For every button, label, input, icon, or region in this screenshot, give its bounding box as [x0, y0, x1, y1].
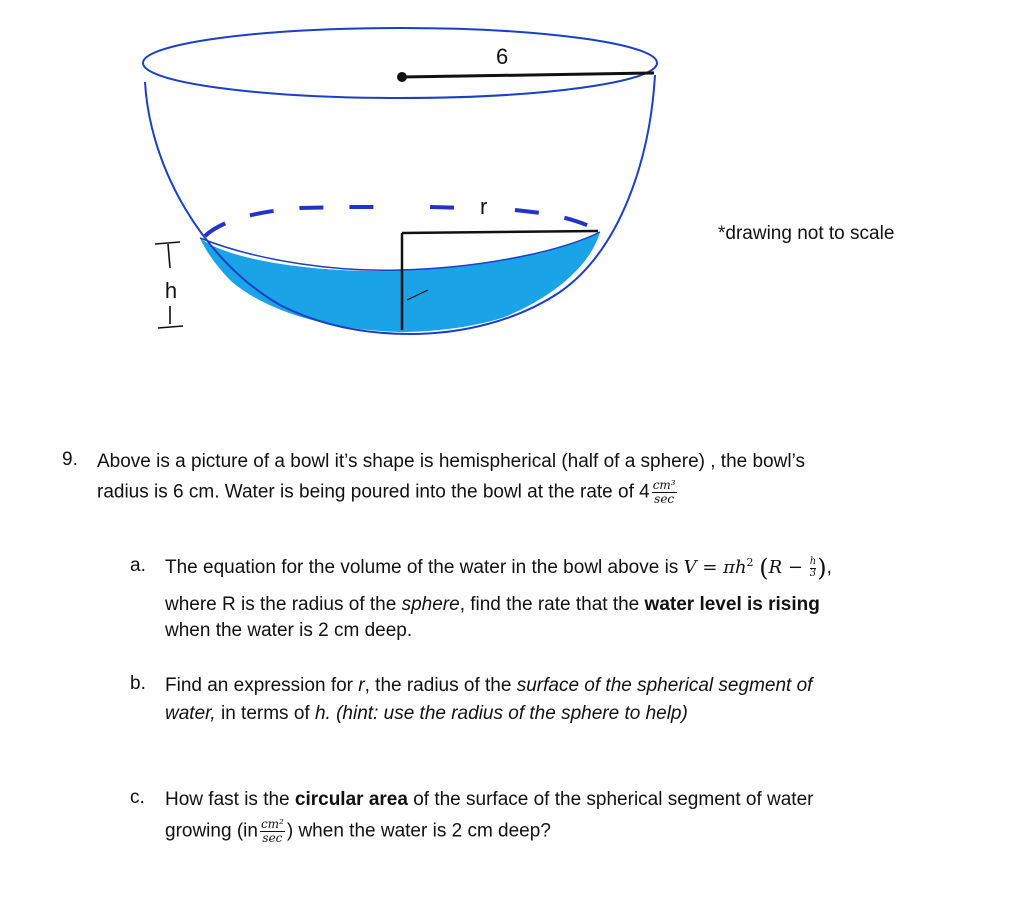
part-b-letter: b.	[130, 673, 146, 694]
part-b-italic-2: water,	[165, 703, 216, 724]
question-number: 9.	[62, 449, 78, 470]
part-b-hint: (hint: use the radius of the sphere to help)	[336, 703, 688, 724]
part-c-post: of the surface of the spherical segment of water	[413, 789, 814, 810]
part-a-sphere: sphere	[401, 594, 460, 615]
part-a-letter: a.	[130, 555, 146, 576]
part-b-mid-2: in terms of	[220, 703, 310, 724]
part-a-emphasis: water level is rising	[644, 594, 820, 615]
part-b-mid: , the radius of the	[364, 675, 512, 696]
r-label: r	[480, 194, 488, 219]
unit-fraction	[260, 818, 285, 845]
part-b-line-1	[165, 673, 812, 700]
part-a-line-2	[165, 592, 820, 619]
volume-formula	[683, 554, 827, 582]
formula-r: R −	[768, 557, 804, 579]
formula-fraction-den: 3	[809, 567, 817, 579]
part-b-var-r: r	[358, 675, 365, 696]
part-c-line-1	[165, 787, 813, 814]
part-b-line-2	[165, 701, 688, 728]
rate-fraction	[652, 479, 677, 506]
part-b-italic-1: surface of the spherical segment of	[516, 675, 813, 696]
formula-comma: ,	[826, 557, 832, 579]
part-a-line-2-pre: where R is the radius of the	[165, 594, 397, 615]
drawing-note: *drawing not to scale	[718, 223, 895, 244]
part-a-line-2-mid: , find the rate that the	[459, 594, 640, 615]
rate-numerator: cm³	[652, 478, 676, 492]
formula-fraction	[810, 557, 816, 579]
h-label: h	[164, 278, 178, 303]
question-line-2-text: radius is 6 cm. Water is being poured into the bowl at the rate of 4	[97, 481, 650, 503]
h-marker-stem-top	[168, 244, 170, 268]
radius-label: 6	[496, 44, 509, 69]
question-line-2	[97, 479, 679, 507]
unit-numerator: cm²	[260, 817, 284, 831]
part-c-pre: How fast is the	[165, 789, 290, 810]
formula-fraction-num: h	[809, 556, 817, 568]
h-marker-bottom	[158, 326, 183, 328]
part-c-letter: c.	[130, 787, 145, 808]
part-a-line-3: when the water is 2 cm deep.	[165, 620, 413, 641]
part-a-text: The equation for the volume of the water in the bowl above is	[165, 557, 679, 579]
part-b-var-h: h.	[314, 703, 331, 724]
part-b-pre: Find an expression for	[165, 675, 353, 696]
formula-square: 2	[746, 556, 754, 570]
part-c-line-2	[165, 818, 551, 846]
formula-close-paren: )	[817, 554, 827, 582]
radius-line	[402, 73, 654, 77]
formula-v: V = πh	[683, 557, 747, 579]
bowl-rim	[143, 28, 657, 98]
formula-open-paren: (	[759, 554, 769, 582]
part-c-bold: circular area	[294, 789, 408, 810]
unit-denominator: sec	[262, 831, 283, 846]
bowl-diagram	[0, 0, 1024, 420]
h-marker-top	[155, 242, 180, 244]
part-a-line-1	[165, 551, 832, 585]
question-line-1: Above is a picture of a bowl it’s shape is hemispherical (half of a sphere) , the bowl’s	[97, 451, 805, 472]
rate-denominator: sec	[654, 492, 675, 507]
part-c-line-2-post: ) when the water is 2 cm deep?	[286, 820, 551, 842]
part-c-line-2-pre: growing (in	[165, 820, 258, 842]
